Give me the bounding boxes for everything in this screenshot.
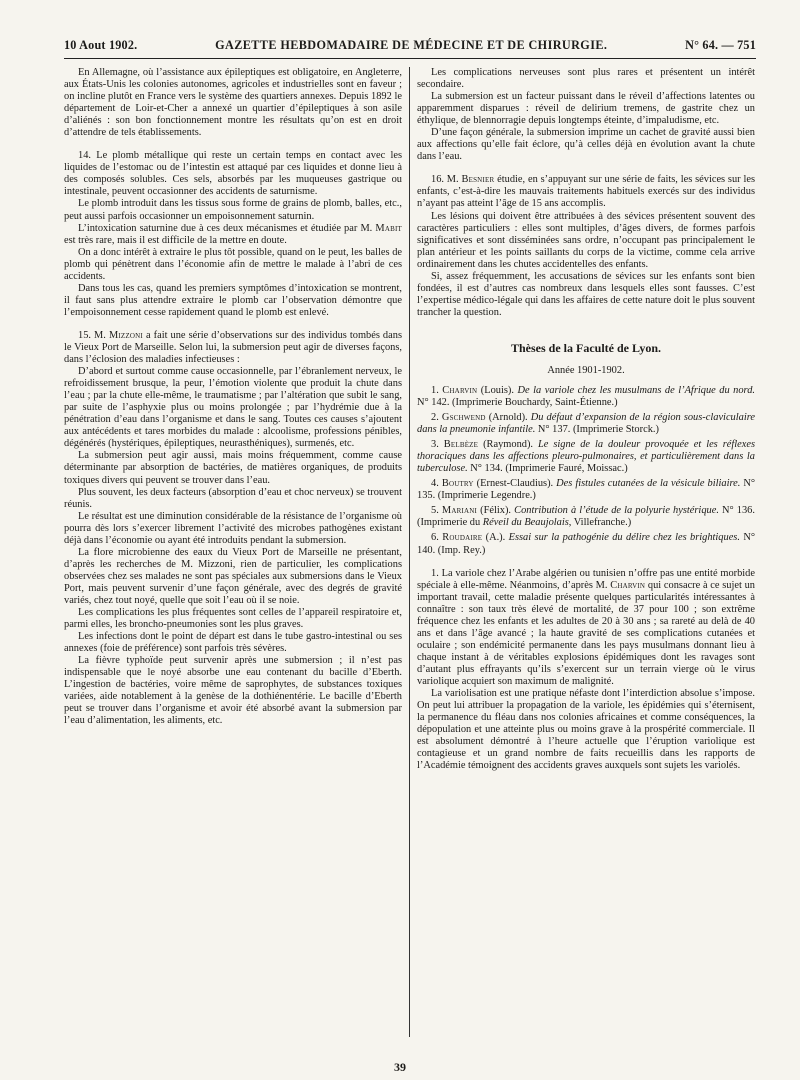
paragraph: Les infections dont le point de départ est dans le tube gastro-intestinal ou ses annexes (foie de préférence) sont parfois très sévères.: [64, 631, 402, 655]
two-column-body: [64, 67, 756, 1047]
author-name: Besnier: [461, 174, 495, 186]
thesis-summary-variole: [417, 568, 755, 773]
paragraph: Le résultat est une diminution considérable de la résistance de l’organisme où pourra dès lors s’exercer librement l’activité des microbes pathogènes existant déjà dans l’économie ou ayant été introduits pendant la submersion.: [64, 510, 402, 546]
column-divider: [409, 67, 410, 1037]
paragraph: La fièvre typhoïde peut survenir après une submersion ; il n’est pas indispensable que le noyé absorbe une eau contenant du bacille d’Eberth. L’ingestion de bactéries, voire même de saprophytes, de substances toxiques variées, aide notablement à la genèse de la dothiénentérie. Le bacille d’Eberth peut se trouver dans l’organisme et avoir été absorbé avant la submersion par l’eau d’alimentation, les aliments, etc.: [64, 655, 402, 727]
academic-year: Année 1901-1902.: [547, 364, 625, 376]
paragraph: D’abord et surtout comme cause occasionnelle, par l’ébranlement nerveux, le refroidissement brusque, la peur, l’émotion violente que produit la chute dans l’eau ; par la chute elle-même, le traumatisme ; par l’altération que subit le sang, par suite de l’asphyxie plus ou moins prolongée ; par l’hydrémie due à la pénétration d’eau dans l’organisme et dans le sang. Toutes ces causes s’ajoutent aux antécédents et tares morbides du malade : alcoolisme, professions pénibles, dégénérés (hystériques, épileptiques, neurasthéniques), surmenés, etc.: [64, 366, 402, 450]
paragraph: Les complications nerveuses sont plus rares et présentent un intérêt secondaire.: [417, 67, 755, 91]
page-footer-number: 39: [394, 1060, 406, 1074]
issue-page-number: N° 64. — 751: [685, 38, 756, 52]
thesis-entry-2: 2. Gschwend (Arnold). Du défaut d’expansion de la région sous-claviculaire dans la pneumonie infantile. N° 137. (Imprimerie Storck.): [417, 412, 755, 436]
paragraph: D’une façon générale, la submersion imprime un cachet de gravité aussi bien aux affections qu’elle fait éclore, qu’à celles déjà en évolution avant la chute dans l’eau.: [417, 127, 755, 163]
paragraph: On a donc intérêt à extraire le plus tôt possible, quand on le peut, les balles de plomb qui pénètrent dans l’économie afin de mettre le malade à l’abri de ces accidents.: [64, 246, 402, 282]
running-header: [64, 38, 756, 59]
left-column: [64, 67, 402, 1047]
thesis-entry-3: 3. Belbèze (Raymond). Le signe de la douleur provoquée et les réflexes thoraciques dans les affections pleuro-pulmonaires, et particulièrement dans la tuberculose. N° 134. (Imprimerie Fauré, Moissac.): [417, 439, 755, 475]
paragraph: 14. Le plomb métallique qui reste un certain temps en contact avec les liquides de l’estomac ou de l’intestin est attaqué par ces liquides et donne lieu à des composés solubles. Ces sels, absorbés par les muqueuses gastrique ou intestinale, peuvent occasionner des accidents de saturnisme.: [64, 150, 402, 198]
author-name: Mizzoni: [108, 329, 143, 341]
paragraph: Dans tous les cas, quand les premiers symptômes d’intoxication se montrent, il faut sans plus attendre extraire le plomb car l’observation démontre que l’empoisonnement cesse rapidement quand le plomb est enlevé.: [64, 282, 402, 318]
section-14: [64, 150, 402, 319]
paragraph: La submersion est un facteur puissant dans le réveil d’affections latentes ou apparemment disparues : réveil de delirium tremens, de gastrite chez un éthylique, de blennorragie depuis longtemps éteinte, d’impaludisme, etc.: [417, 91, 755, 127]
journal-title: GAZETTE HEBDOMADAIRE DE MÉDECINE ET DE CHIRURGIE.: [215, 38, 608, 52]
paragraph: L’intoxication saturnine due à ces deux mécanismes et étudiée par M. Mabit est très rare, mais il est difficile de la mettre en doute.: [64, 222, 402, 246]
paragraph: La submersion peut agir aussi, mais moins fréquemment, comme cause déterminante par absorption de bactéries, de matières organiques, de produits toxiques divers qui peuvent se trouver dans l’eau.: [64, 450, 402, 486]
thesis-list: [417, 385, 755, 557]
paragraph: Le plomb introduit dans les tissus sous forme de grains de plomb, balles, etc., peut aussi parfois occasionner un empoisonnement saturnin.: [64, 198, 402, 222]
paragraph: 1. La variole chez l’Arabe algérien ou tunisien n’offre pas une entité morbide spéciale à elle-même. Néanmoins, d’après M. Charvin qui consacre à ce sujet un important travail, cette maladie présente quelques particularités intéressantes à connaître : son taux très élevé de mortalité, de 37 pour 100 ; son extrême fréquence chez les enfants et les adultes de 20 à 30 ans ; sa rareté au delà de 40 ans et dans l’âge avancé ; la haute gravité de ses complications cutanées et oculaire ; son endémicité permanente dans les pays musulmans donnant lieu à chaque instant à de véritables explosions épidémiques dont les ravages sont d’autant plus effrayants qu’ils s’exercent sur un terrain vierge où le virus variolique acquiert son maximum de malignité.: [417, 567, 755, 687]
author-name: Mabit: [375, 222, 402, 234]
paragraph: Les complications les plus fréquentes sont celles de l’appareil respiratoire et, parmi elles, les broncho-pneumonies sont les plus graves.: [64, 607, 402, 631]
right-column: [417, 67, 755, 1047]
paragraph: La variolisation est une pratique néfaste dont l’interdiction absolue s’impose. On peut lui attribuer la propagation de la variole, les épidémies qui s’éternisent, la permanence du fléau dans nos colonies africaines et comme conséquences, la dépopulation et une atteinte plus ou moins grave à la prospérité commerciale. Il est absolument démontré à l’heure actuelle que l’éruption variolique est contagieuse et un grand nombre de faits recueillis dans les rapports de l’Académie témoignent des accidents graves auxquels sont sujets les variolés.: [417, 688, 755, 772]
paragraph: 15. M. Mizzoni a fait une série d’observations sur des individus tombés dans le Vieux Port de Marseille. Selon lui, la submersion peut agir de diverses façons, dans l’éclosion des maladies infectieuses :: [64, 329, 402, 366]
thesis-entry-5: 5. Mariani (Félix). Contribution à l’étude de la polyurie hystérique. N° 136. (Imprimerie du Réveil du Beaujolais, Villefranche.): [417, 505, 755, 529]
paragraph: La flore microbienne des eaux du Vieux Port de Marseille ne présentant, d’après les recherches de M. Mizzoni, rien de particulier, les complications observées chez ses malades ne sont pas spéciales aux submersions dans le Vieux Port, mais peuvent survenir d’une façon générale, avec des degrés de gravité variés, chez tout noyé, quelle que soit l’eau où il se noie.: [64, 546, 402, 606]
paragraph: Si, assez fréquemment, les accusations de sévices sur les enfants sont bien fondées, il est d’autres cas nombreux dans lesquels elles sont fausses. C’est l’expertise médico-légale qui dans les affaires de cette nature doit le plus souvent trancher la question.: [417, 270, 755, 318]
section-15: [64, 330, 402, 728]
header-date: 10 Aout 1902.: [64, 38, 138, 52]
paragraph: Plus souvent, les deux facteurs (absorption d’eau et choc nerveux) se trouvent réunis.: [64, 486, 402, 510]
thesis-entry-6: 6. Roudaire (A.). Essai sur la pathogénie du délire chez les brightiques. N° 140. (Imp. Rey.): [417, 532, 755, 556]
section-16: [417, 174, 755, 319]
paragraph: Les lésions qui doivent être attribuées à des sévices présentent souvent des caractères particuliers : elles sont multiples, d’âges divers, de formes parfois significatives et sont disséminées sans ordre, n’occupant pas principalement le plan antérieur et les points saillants du corps de la victime, comme cela arrive ordinairement dans les chutes accidentelles des enfants.: [417, 210, 755, 270]
author-name: Charvin: [610, 579, 646, 591]
thesis-entry-4: 4. Boutry (Ernest-Claudius). Des fistules cutanées de la vésicule biliaire. N° 135. (Imprimerie Legendre.): [417, 478, 755, 502]
thesis-entry-1: 1. Charvin (Louis). De la variole chez les musulmans de l’Afrique du nord. N° 142. (Imprimerie Bouchardy, Saint-Étienne.): [417, 384, 755, 408]
section-heading-theses: Thèses de la Faculté de Lyon.: [510, 340, 661, 355]
paragraph: 16. M. Besnier étudie, en s’appuyant sur une série de faits, les sévices sur les enfants, c’est-à-dire les mauvais traitements habituels exercés sur des individus n’ayant pas atteint l’âge de 15 ans accomplis.: [417, 174, 755, 210]
paragraph-epileptics: En Allemagne, où l’assistance aux épileptiques est obligatoire, en Angleterre, aux États-Unis les colonies autonomes, agricoles et industrielles sont en faveur ; on incline plutôt en France vers le système des quartiers annexes. Depuis 1892 le département de Loir-et-Cher a annexé un quartier d’épileptiques à son asile d’aliénés : son bon fonctionnement montre les résultats qu’on est en droit d’attendre de tels établissements.: [64, 67, 402, 139]
